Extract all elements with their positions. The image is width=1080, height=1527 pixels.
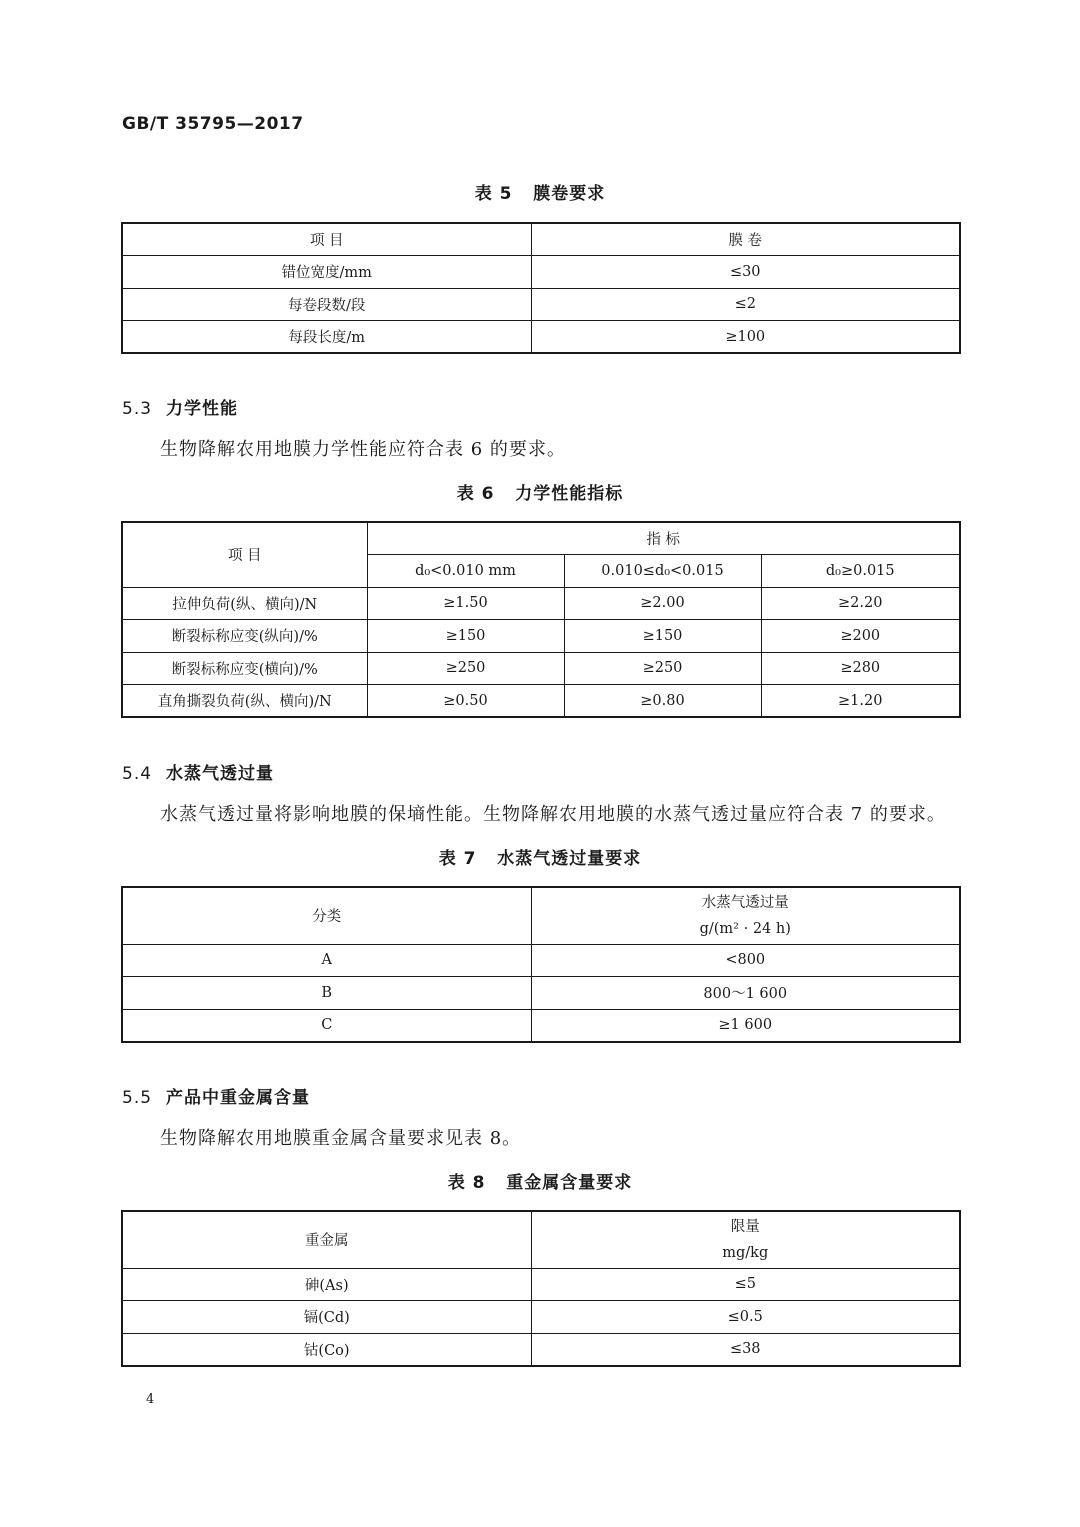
table-header-row	[122, 522, 960, 555]
table-row	[122, 1333, 960, 1366]
header-cell: d₀≥0.015	[761, 555, 960, 588]
table-row	[122, 1268, 960, 1301]
table7	[121, 886, 961, 1043]
header-cell: 0.010≤d₀<0.015	[564, 555, 761, 588]
table-cell: ≤5	[531, 1268, 960, 1301]
table-row	[122, 944, 960, 977]
page-number: 4	[146, 1392, 155, 1407]
table-row	[122, 652, 960, 685]
table-cell: 直角撕裂负荷(纵、横向)/N	[122, 685, 367, 718]
table-cell: 800～1 600	[531, 977, 960, 1010]
table-cell: ≥0.80	[564, 685, 761, 718]
section-number: 5.3	[122, 399, 153, 419]
table-cell: ≤30	[531, 256, 960, 289]
table6	[121, 521, 961, 718]
table-cell: ≥150	[367, 620, 564, 653]
table-header-row	[122, 223, 960, 256]
header-cell: d₀<0.010 mm	[367, 555, 564, 588]
section-number: 5.5	[122, 1088, 153, 1108]
table-row	[122, 1009, 960, 1042]
table-cell: C	[122, 1009, 531, 1042]
header-cell: 指 标	[367, 522, 960, 555]
table-cell: ≥1.20	[761, 685, 960, 718]
table7-title: 表 7 水蒸气透过量要求	[438, 849, 642, 869]
table-row	[122, 977, 960, 1010]
table-cell: ≥280	[761, 652, 960, 685]
section-title: 水蒸气透过量	[166, 764, 274, 784]
table6-title: 表 6 力学性能指标	[456, 484, 624, 504]
table-cell: ≥200	[761, 620, 960, 653]
table-cell: 砷(As)	[122, 1268, 531, 1301]
table-cell: 每卷段数/段	[122, 288, 531, 321]
standard-code: GB/T 35795—2017	[122, 114, 304, 134]
table-cell: A	[122, 944, 531, 977]
table-cell: 断裂标称应变(横向)/%	[122, 652, 367, 685]
table-row	[122, 256, 960, 289]
table-cell: B	[122, 977, 531, 1010]
table-cell: 拉伸负荷(纵、横向)/N	[122, 587, 367, 620]
header-cell: 分类	[122, 887, 531, 944]
table-cell: 断裂标称应变(纵向)/%	[122, 620, 367, 653]
table-cell: ≥0.50	[367, 685, 564, 718]
table-cell: 钴(Co)	[122, 1333, 531, 1366]
header-cell	[531, 887, 960, 944]
header-cell: 项 目	[122, 223, 531, 256]
table-row	[122, 685, 960, 718]
header-cell: 重金属	[122, 1211, 531, 1268]
table-row	[122, 620, 960, 653]
table-cell: ≥150	[564, 620, 761, 653]
header-unit: g/(m² · 24 h)	[699, 920, 791, 937]
table-row	[122, 587, 960, 620]
table-cell: ≤38	[531, 1333, 960, 1366]
table-cell: 每段长度/m	[122, 321, 531, 354]
table5-title: 表 5 膜卷要求	[474, 184, 606, 204]
table-cell: 错位宽度/mm	[122, 256, 531, 289]
header-cell: 膜 卷	[531, 223, 960, 256]
section-5-5-heading	[122, 1083, 310, 1108]
section-5-3-heading	[122, 394, 238, 419]
table-cell: ≥250	[564, 652, 761, 685]
table-cell: ≥250	[367, 652, 564, 685]
table-cell: ≥2.00	[564, 587, 761, 620]
table-cell: <800	[531, 944, 960, 977]
header-cell	[531, 1211, 960, 1268]
table-cell: ≥100	[531, 321, 960, 354]
table-cell: ≥1.50	[367, 587, 564, 620]
section-5-4-heading	[122, 759, 274, 784]
table-cell: 镉(Cd)	[122, 1301, 531, 1334]
section-5-4-text: 水蒸气透过量将影响地膜的保墒性能。生物降解农用地膜的水蒸气透过量应符合表 7 的要求。	[160, 804, 946, 825]
table8	[121, 1210, 961, 1367]
section-5-3-text: 生物降解农用地膜力学性能应符合表 6 的要求。	[160, 439, 566, 460]
section-title: 力学性能	[166, 399, 238, 419]
table-cell: ≤2	[531, 288, 960, 321]
table-cell: ≤0.5	[531, 1301, 960, 1334]
section-title: 产品中重金属含量	[166, 1088, 310, 1108]
table5	[121, 222, 961, 354]
table-row	[122, 1301, 960, 1334]
header-cell: 项 目	[122, 522, 367, 587]
table8-title: 表 8 重金属含量要求	[447, 1173, 633, 1193]
header-line: 水蒸气透过量	[701, 894, 789, 911]
header-line: 限量	[730, 1218, 760, 1235]
header-unit: mg/kg	[722, 1244, 769, 1261]
table-header-row	[122, 1211, 960, 1268]
table-row	[122, 321, 960, 354]
table-row	[122, 288, 960, 321]
section-5-5-text: 生物降解农用地膜重金属含量要求见表 8。	[160, 1128, 522, 1149]
table-cell: ≥1 600	[531, 1009, 960, 1042]
table-header-row	[122, 887, 960, 944]
table-cell: ≥2.20	[761, 587, 960, 620]
section-number: 5.4	[122, 764, 153, 784]
